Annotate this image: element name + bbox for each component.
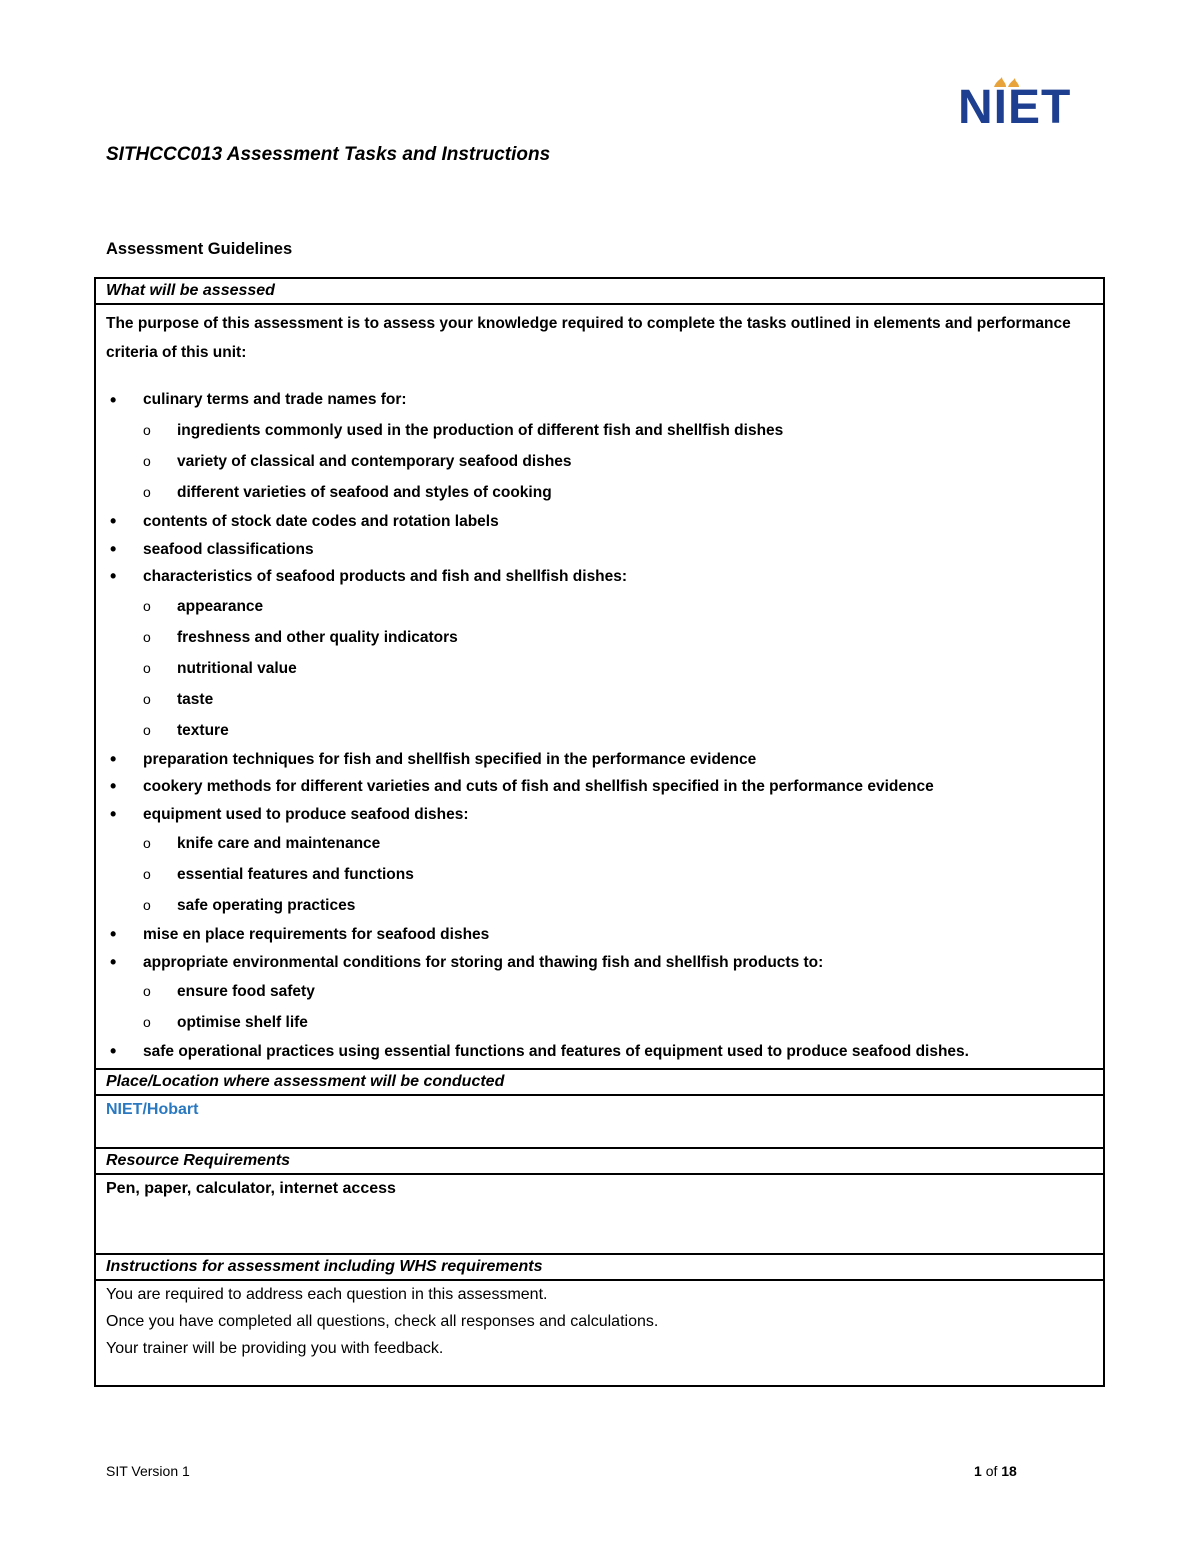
assessment-guidelines-table [94,277,1105,1387]
assessed-subitem: o ensure food safety [143,976,1103,1007]
footer-version: SIT Version 1 [106,1463,190,1479]
assessed-sublist [143,591,1103,746]
assessed-subitem: o essential features and functions [143,859,1103,890]
assessed-body-row [95,304,1104,1069]
location-heading: Place/Location where assessment will be conducted [95,1069,1104,1095]
resources-heading: Resource Requirements [95,1148,1104,1174]
logo-text: NIET [958,81,1072,134]
assessed-sublist [143,976,1103,1038]
assessed-item [106,949,1103,1039]
assessed-subitem: o nutritional value [143,653,1103,684]
instructions-heading: Instructions for assessment including WHS requirements [95,1254,1104,1280]
assessed-subitem: o safe operating practices [143,890,1103,921]
assessed-heading: What will be assessed [95,278,1104,304]
instruction-line: Your trainer will be providing you with feedback. [106,1339,444,1357]
section-subtitle: Assessment Guidelines [106,240,293,258]
assessed-item-text: mise en place requirements for seafood dishes [143,926,490,943]
assessed-sublist [143,828,1103,921]
assessed-item-text: contents of stock date codes and rotation labels [143,513,499,530]
resources-body-row [95,1174,1104,1254]
assessed-sublist [143,415,1103,508]
assessed-item [106,746,1103,774]
page-total: 18 [1001,1463,1017,1479]
assessed-subitem: o optimise shelf life [143,1007,1103,1038]
assessed-item [106,801,1103,922]
instructions-body [95,1280,1104,1386]
niet-logo [958,76,1098,132]
instructions-body-row [95,1280,1104,1386]
assessed-item [106,508,1103,536]
assessed-item-text: seafood classifications [143,540,314,558]
instruction-line: Once you have completed all questions, check all responses and calculations. [106,1312,659,1330]
assessed-item [106,563,1103,746]
assessed-subitem: o appearance [143,591,1103,622]
assessed-list [106,385,1103,1066]
assessed-item [106,385,1103,508]
assessed-item-text: culinary terms and trade names for: [143,391,407,408]
page-title: SITHCCC013 Assessment Tasks and Instructions [106,144,551,165]
assessed-item-text: characteristics of seafood products and fish and shellfish dishes: [143,568,628,585]
page-current: 1 [974,1463,982,1479]
location-body-row [95,1095,1104,1148]
resources-value: Pen, paper, calculator, internet access [95,1174,1104,1254]
assessed-subitem: o ingredients commonly used in the production of different fish and shellfish dishes [143,415,1103,446]
resources-header-row [95,1148,1104,1174]
assessed-item [106,536,1103,564]
assessed-item-text: cookery methods for different varieties and cuts of fish and shellfish specified in the performance evidence [143,778,934,795]
assessed-subitem: o different varieties of seafood and styles of cooking [143,477,1103,508]
assessed-subitem: o taste [143,684,1103,715]
assessed-subitem: o texture [143,715,1103,746]
assessed-item-text: appropriate environmental conditions for storing and thawing fish and shellfish products to: [143,953,824,971]
assessed-subitem: o knife care and maintenance [143,828,1103,859]
assessed-item [106,1038,1103,1066]
assessed-item [106,921,1103,949]
instruction-line: You are required to address each question in this assessment. [106,1285,548,1303]
instructions-header-row [95,1254,1104,1280]
assessed-item-text: equipment used to produce seafood dishes: [143,805,469,823]
assessed-header-row [95,278,1104,304]
assessed-item-text: safe operational practices using essential functions and features of equipment used to produce seafood dishes. [143,1043,969,1060]
assessed-subitem: o freshness and other quality indicators [143,622,1103,653]
assessed-item [106,773,1103,801]
assessed-item-text: preparation techniques for fish and shellfish specified in the performance evidence [143,750,757,768]
assessed-subitem: o variety of classical and contemporary seafood dishes [143,446,1103,477]
assessed-body [95,304,1104,1069]
page-of: of [985,1463,998,1479]
purpose-text: The purpose of this assessment is to assess your knowledge required to complete the tasks outlined in elements and performance criteria of this unit: [106,315,1071,361]
location-value: NIET/Hobart [95,1095,1104,1148]
footer-page-number [974,1463,1017,1479]
location-header-row [95,1069,1104,1095]
